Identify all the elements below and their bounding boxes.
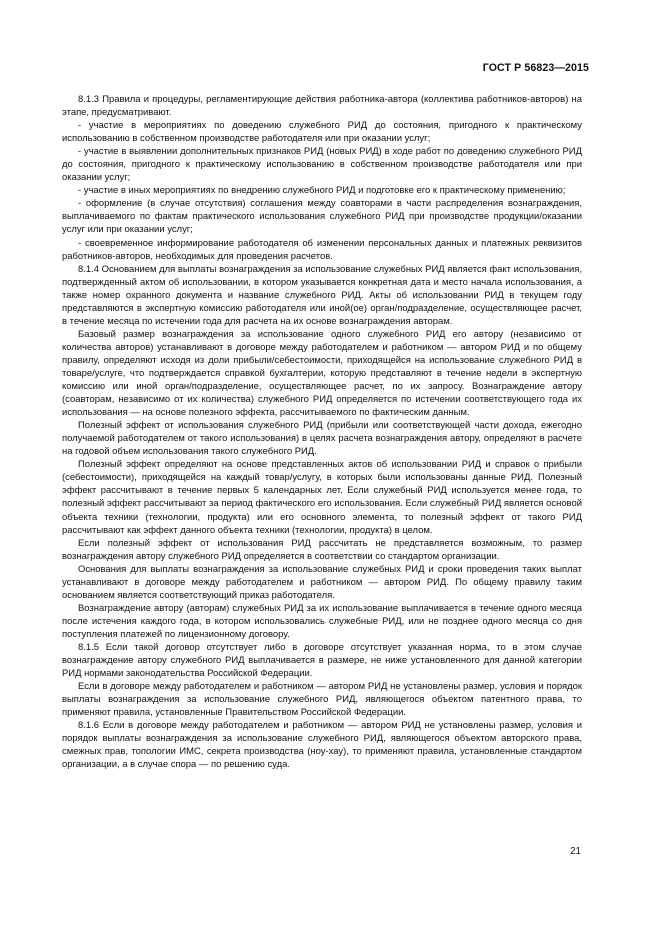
document-header: ГОСТ Р 56823—2015: [482, 62, 589, 74]
paragraph: Если полезный эффект от использования РИД рассчитать не представляется возможным, то размер вознаграждения автору служебного РИД определяется в соответствии со стандартом организации.: [62, 537, 582, 562]
page-number: 21: [570, 846, 581, 857]
paragraph: Основания для выплаты вознаграждения за использование служебных РИД и сроки проведения таких выплат устанавливают в договоре между работодателем и работником — автором РИД. По общему правилу таким основанием является соответствующий приказ работодателя.: [62, 563, 582, 601]
paragraph: 8.1.6 Если в договоре между работодателем и работником — автором РИД не установлены размер, условия и порядок выплаты вознаграждения за использование служебного РИД, являющегося объектом авторского права, смежных прав, топологии ИМС, секрета производства (ноу-хау), то применяют правила, установленные стандартом организации, а в случае спора — по решению суда.: [62, 720, 582, 771]
document-body: [62, 93, 582, 771]
paragraph: - участие в выявлении дополнительных признаков РИД (новых РИД) в ходе работ по доведению служебного РИД до состояния, пригодного к практическому использованию в собственном производстве работодателя или при оказании услуг;: [62, 146, 582, 184]
paragraph: - участие в иных мероприятиях по внедрению служебного РИД и подготовке его к практическому применению;: [78, 185, 566, 197]
paragraph: 8.1.4 Основанием для выплаты вознаграждения за использование служебных РИД является факт использования, подтвержденный актом об использовании, в котором указывается конкретная дата и место начала использования, а также номер охранного документа и название служебного РИД. Акты об использовании РИД в текущем году представляются в экспертную комиссию работодателя или иной(ое) орган/подразделение, осуществляющее расчет, в течение месяца по истечении года для расчета на их основе вознаграждения авторам.: [62, 263, 582, 327]
paragraph: Базовый размер вознаграждения за использование одного служебного РИД его автору (независимо от количества авторов) устанавливают в договоре между работодателем и работником — автором РИД и по общему правилу, определяют исходя из доли прибыли/себестоимости, приходящейся на использование служебного РИД в товаре/услуге, что подтверждается справкой бухгалтерии, которую представляют в течение недели в экспертную комиссию или иной орган/подразделение, осуществляющее расчет, по их запросу. Вознаграждение автору (соавторам, независимо от их количества) служебного РИД определяется по истечении соответствующего года их использования — на основе полезного эффекта, рассчитываемого по фактическим данным.: [62, 328, 582, 419]
paragraph: - оформление (в случае отсутствия) соглашения между соавторами в части распределения вознаграждения, выплачиваемого по фактам практического использования служебного РИД при производстве продукции/оказании услуг или при оказании услуг;: [62, 198, 582, 236]
paragraph: Вознаграждение автору (авторам) служебных РИД за их использование выплачивается в течение одного месяца после истечения каждого года, в котором использовались служебные РИД, или не позднее одного месяца со дня поступления платежей по лицензионному договору.: [62, 602, 582, 640]
paragraph: Полезный эффект от использования служебного РИД (прибыли или соответствующей части дохода, ежегодно получаемой работодателем от такого использования) в целях расчета вознаграждения автору, определяют в расчете на годовой объем использования такого служебного РИД.: [62, 420, 582, 458]
paragraph: 8.1.3 Правила и процедуры, регламентирующие действия работника-автора (коллектива работников-авторов) на этапе, предусматривают.: [62, 94, 582, 119]
paragraph: - своевременное информирование работодателя об изменении персональных данных и платежных реквизитов работников-авторов, необходимых для проведения расчетов.: [62, 237, 582, 262]
paragraph: - участие в мероприятиях по доведению служебного РИД до состояния, пригодного к практическому использованию в собственном производстве работодателя или при оказании услуг;: [62, 120, 582, 145]
paragraph: 8.1.5 Если такой договор отсутствует либо в договоре отсутствует указанная норма, то в этом случае вознаграждение автору служебного РИД выплачивается в размере, не ниже установленного для данной категории РИД нормами законодательства Российской Федерации.: [62, 641, 582, 680]
paragraph: Полезный эффект определяют на основе представленных актов об использовании РИД и справок о прибыли (себестоимости), приходящейся на каждый товар/услугу, в которых были использованы данные РИД. Полезный эффект рассчитывают в течение первых 5 календарных лет. Если служебный РИД используется менее года, то полезный эффект рассчитывают за период фактического его использования. Если служебный РИД является основой объекта техники (технологии, продукта) или его основного элемента, то полезный эффект от такого РИД рассчитывают как эффект данного объекта техники (технологии, продукта) в целом.: [62, 459, 582, 536]
paragraph: Если в договоре между работодателем и работником — автором РИД не установлены размер, условия и порядок выплаты вознаграждения за использование служебного РИД, являющегося объектом патентного права, то применяют правила, установленные Правительством Российской Федерации.: [62, 681, 582, 719]
